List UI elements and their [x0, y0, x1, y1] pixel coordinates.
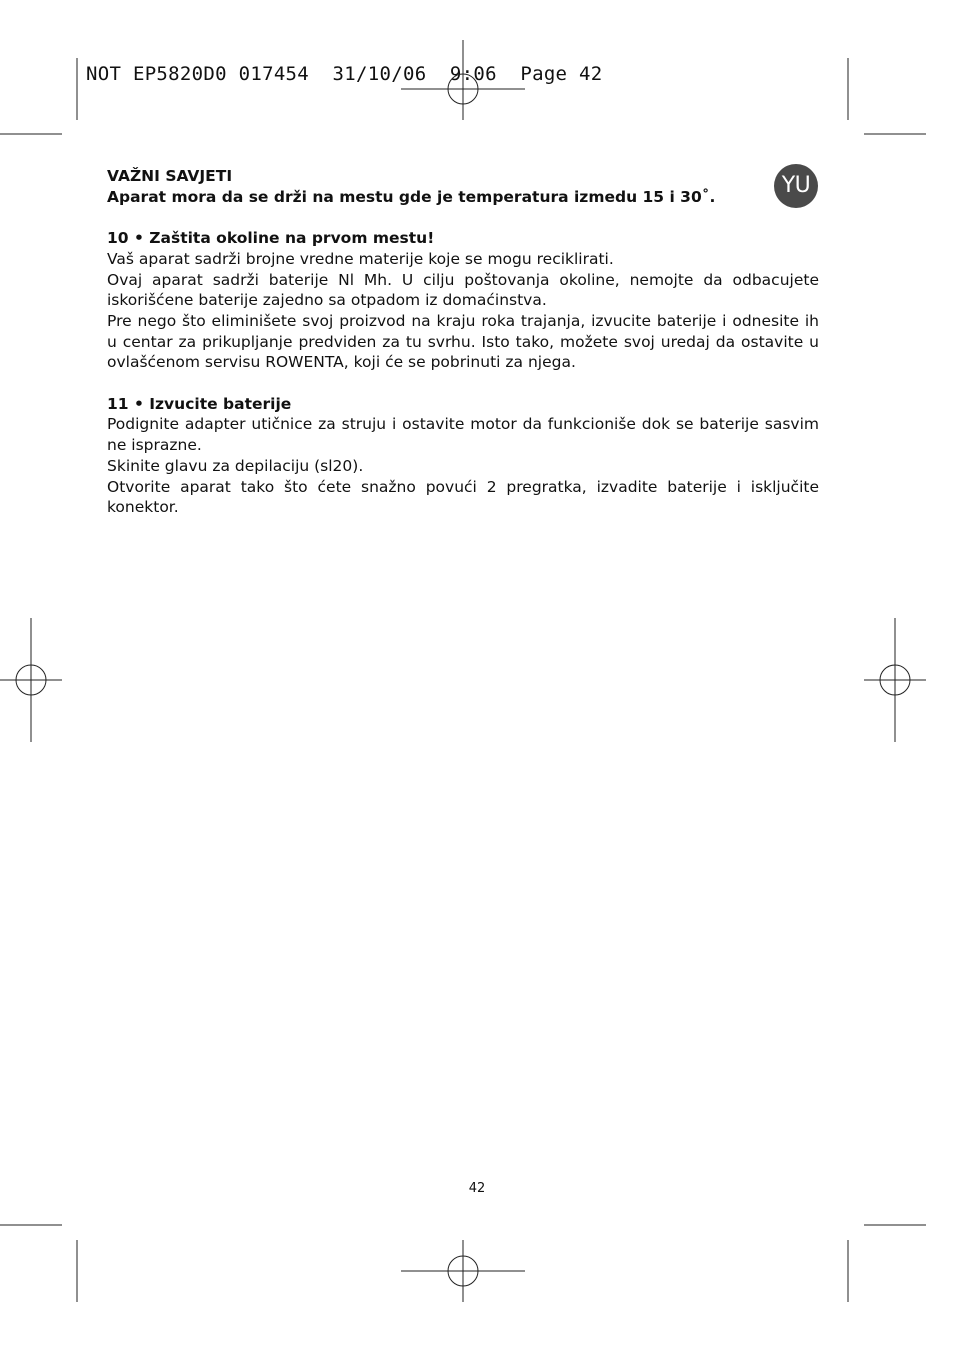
environment-heading: 10 • Zaštita okoline na prvom mestu! — [107, 229, 435, 248]
environment-paragraph-1: Vaš aparat sadrži brojne vredne materije koje se mogu reciklirati. — [107, 249, 614, 268]
registration-mark-right — [864, 618, 926, 742]
page-number: 42 — [468, 1181, 486, 1196]
environment-paragraph-3: Pre nego što eliminišete svoj proizvod na kraju roka trajanja, izvucite baterije i odnesite ih u centar za prikupljanje predviden za tu svrhu. Isto tako, možete svoj uredaj da ostavite u ovlašćenom servisu ROWENTA, koji će se pobrinuti za njega. — [107, 311, 819, 372]
batteries-paragraph-3: Otvorite aparat tako što ćete snažno povući 2 pregratka, izvadite baterije i isključite konektor. — [107, 477, 819, 517]
registration-mark-left — [0, 618, 62, 742]
batteries-paragraph-2: Skinite glavu za depilaciju (sl20). — [107, 456, 364, 475]
registration-mark-bottom — [401, 1240, 525, 1302]
registration-mark-top — [401, 40, 525, 120]
tips-temperature-note: Aparat mora da se drži na mestu gde je temperatura izmedu 15 i 30˚. — [107, 187, 716, 206]
batteries-heading: 11 • Izvucite baterije — [107, 394, 292, 413]
environment-paragraph-2: Ovaj aparat sadrži baterije Nl Mh. U cilju poštovanja okoline, nemojte da odbacujete iskorišćene baterije zajedno sa otpadom iz domaćinstva. — [107, 270, 819, 310]
spacer — [107, 373, 819, 394]
batteries-paragraph-1: Podignite adapter utičnice za struju i ostavite motor da funkcioniše dok se baterije sasvim ne isprazne. — [107, 415, 819, 455]
document-body — [107, 166, 819, 518]
print-slug-line: NOT EP5820D0 017454 31/10/06 9:06 Page 42 — [86, 63, 603, 85]
language-badge: YU — [774, 164, 818, 208]
tips-heading: VAŽNI SAVJETI — [107, 167, 233, 185]
spacer — [107, 207, 819, 228]
